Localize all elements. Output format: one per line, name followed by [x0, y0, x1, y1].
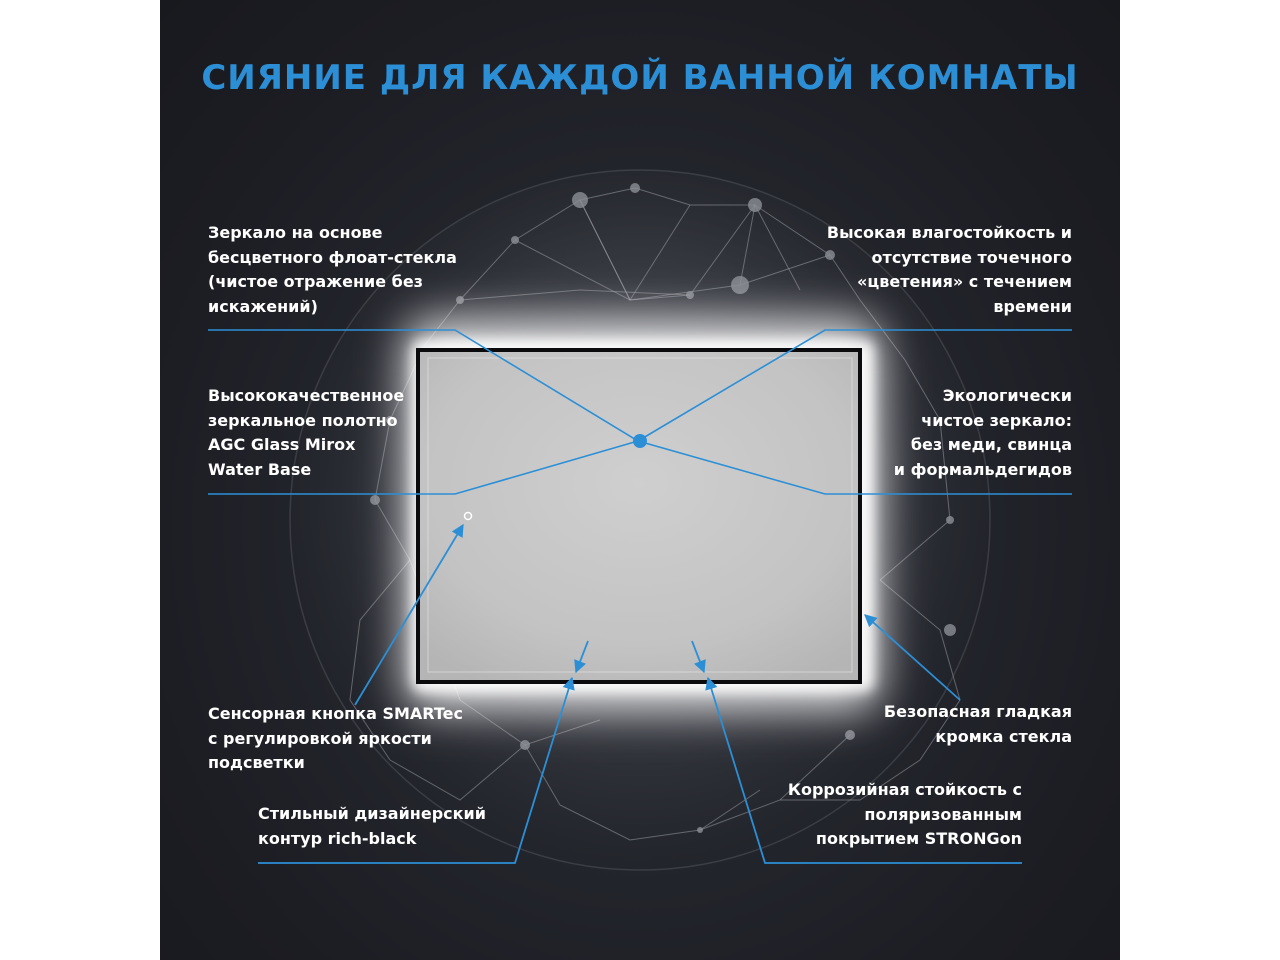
- callout-contour: Стильный дизайнерский контур rich-black: [258, 804, 486, 848]
- focus-point: [633, 434, 647, 448]
- infographic-canvas: [160, 0, 1120, 960]
- callout-humidity: Высокая влагостойкость и отсутствие точечного «цветения» с течением времени: [826, 223, 1072, 316]
- callout-agc-glass: Высококачественное зеркальное полотно AGC Glass Mirox Water Base: [208, 386, 405, 479]
- callout-edge: Безопасная гладкая кромка стекла: [883, 702, 1072, 746]
- callout-smartec: Сенсорная кнопка SMARTec с регулировкой яркости подсветки: [208, 704, 464, 772]
- callout-eco: Экологически чистое зеркало: без меди, свинца и формальдегидов: [893, 386, 1072, 479]
- callout-float-glass: Зеркало на основе бесцветного флоат-стекла (чистое отражение без искажений): [208, 223, 457, 316]
- mirror: [418, 350, 860, 682]
- callout-strongon: Коррозийная стойкость с поляризованным покрытием STRONGon: [787, 780, 1022, 848]
- page-title: СИЯНИЕ ДЛЯ КАЖДОЙ ВАННОЙ КОМНАТЫ: [201, 58, 1079, 98]
